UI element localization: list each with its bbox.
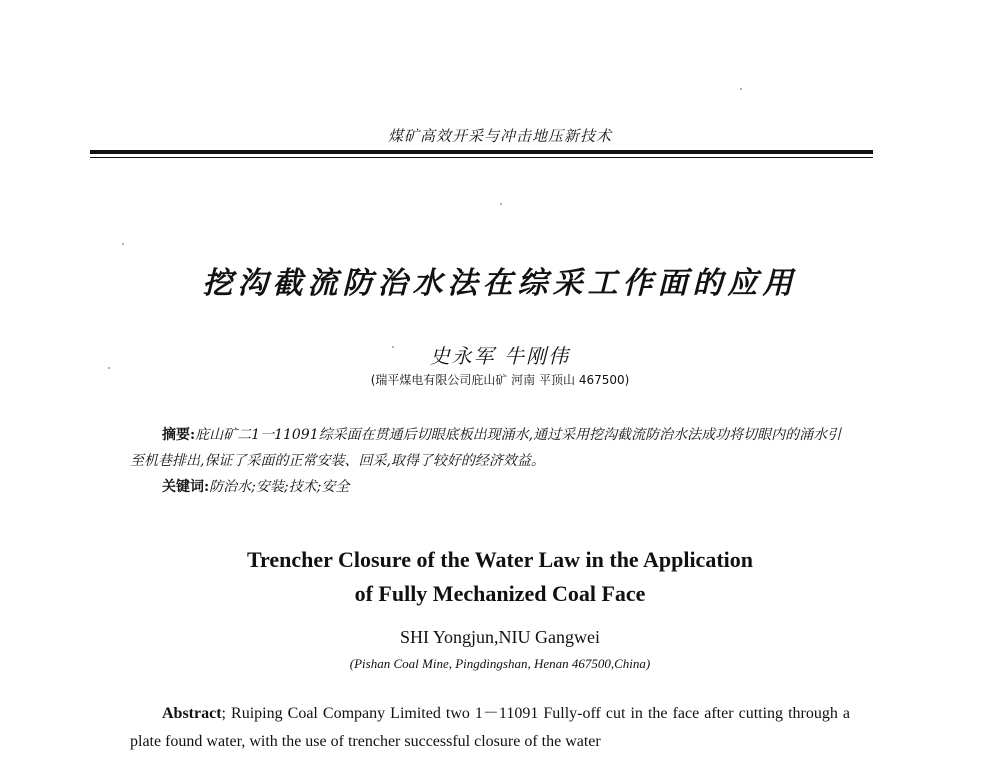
scan-speck	[740, 88, 742, 90]
english-title-line-2: of Fully Mechanized Coal Face	[354, 581, 646, 606]
english-abstract-label: Abstract	[162, 705, 222, 722]
scan-speck	[392, 346, 394, 348]
chinese-keywords	[162, 474, 852, 500]
chinese-keywords-label: 关键词:	[162, 479, 210, 495]
english-authors: SHI Yongjun,NIU Gangwei	[399, 627, 600, 647]
scan-speck	[500, 203, 502, 205]
scan-speck	[122, 243, 124, 245]
chinese-authors: 史永军 牛刚伟	[429, 344, 571, 368]
english-abstract-text: ; Ruiping Coal Company Limited two 1－11091 Fully-off cut in the face after cutting through a plate found water, with the use of trencher successful closure of the water	[130, 705, 850, 750]
running-header: 煤矿高效开采与冲击地压新技术	[387, 127, 612, 145]
chinese-abstract	[130, 422, 850, 474]
english-title-line-1: Trencher Closure of the Water Law in the Application	[246, 547, 753, 572]
chinese-keywords-text: 防治水;安装;技术;安全	[209, 479, 350, 495]
chinese-title: 挖沟截流防治水法在综采工作面的应用	[202, 266, 798, 301]
header-rule-thin	[90, 157, 873, 158]
scan-speck	[108, 367, 110, 369]
chinese-affiliation: (瑞平煤电有限公司庇山矿 河南 平顶山 467500)	[370, 373, 630, 387]
english-title	[0, 543, 1000, 611]
chinese-abstract-label: 摘要:	[162, 427, 196, 443]
english-abstract	[130, 700, 850, 756]
english-affiliation: (Pishan Coal Mine, Pingdingshan, Henan 467500,China)	[349, 656, 651, 671]
header-rule-thick	[90, 150, 873, 154]
chinese-abstract-text: 庇山矿二1一11091综采面在贯通后切眼底板出现涌水,通过采用挖沟截流防治水法成功将切眼内的涌水引至机巷排出,保证了采面的正常安装、回采,取得了较好的经济效益。	[130, 427, 842, 469]
